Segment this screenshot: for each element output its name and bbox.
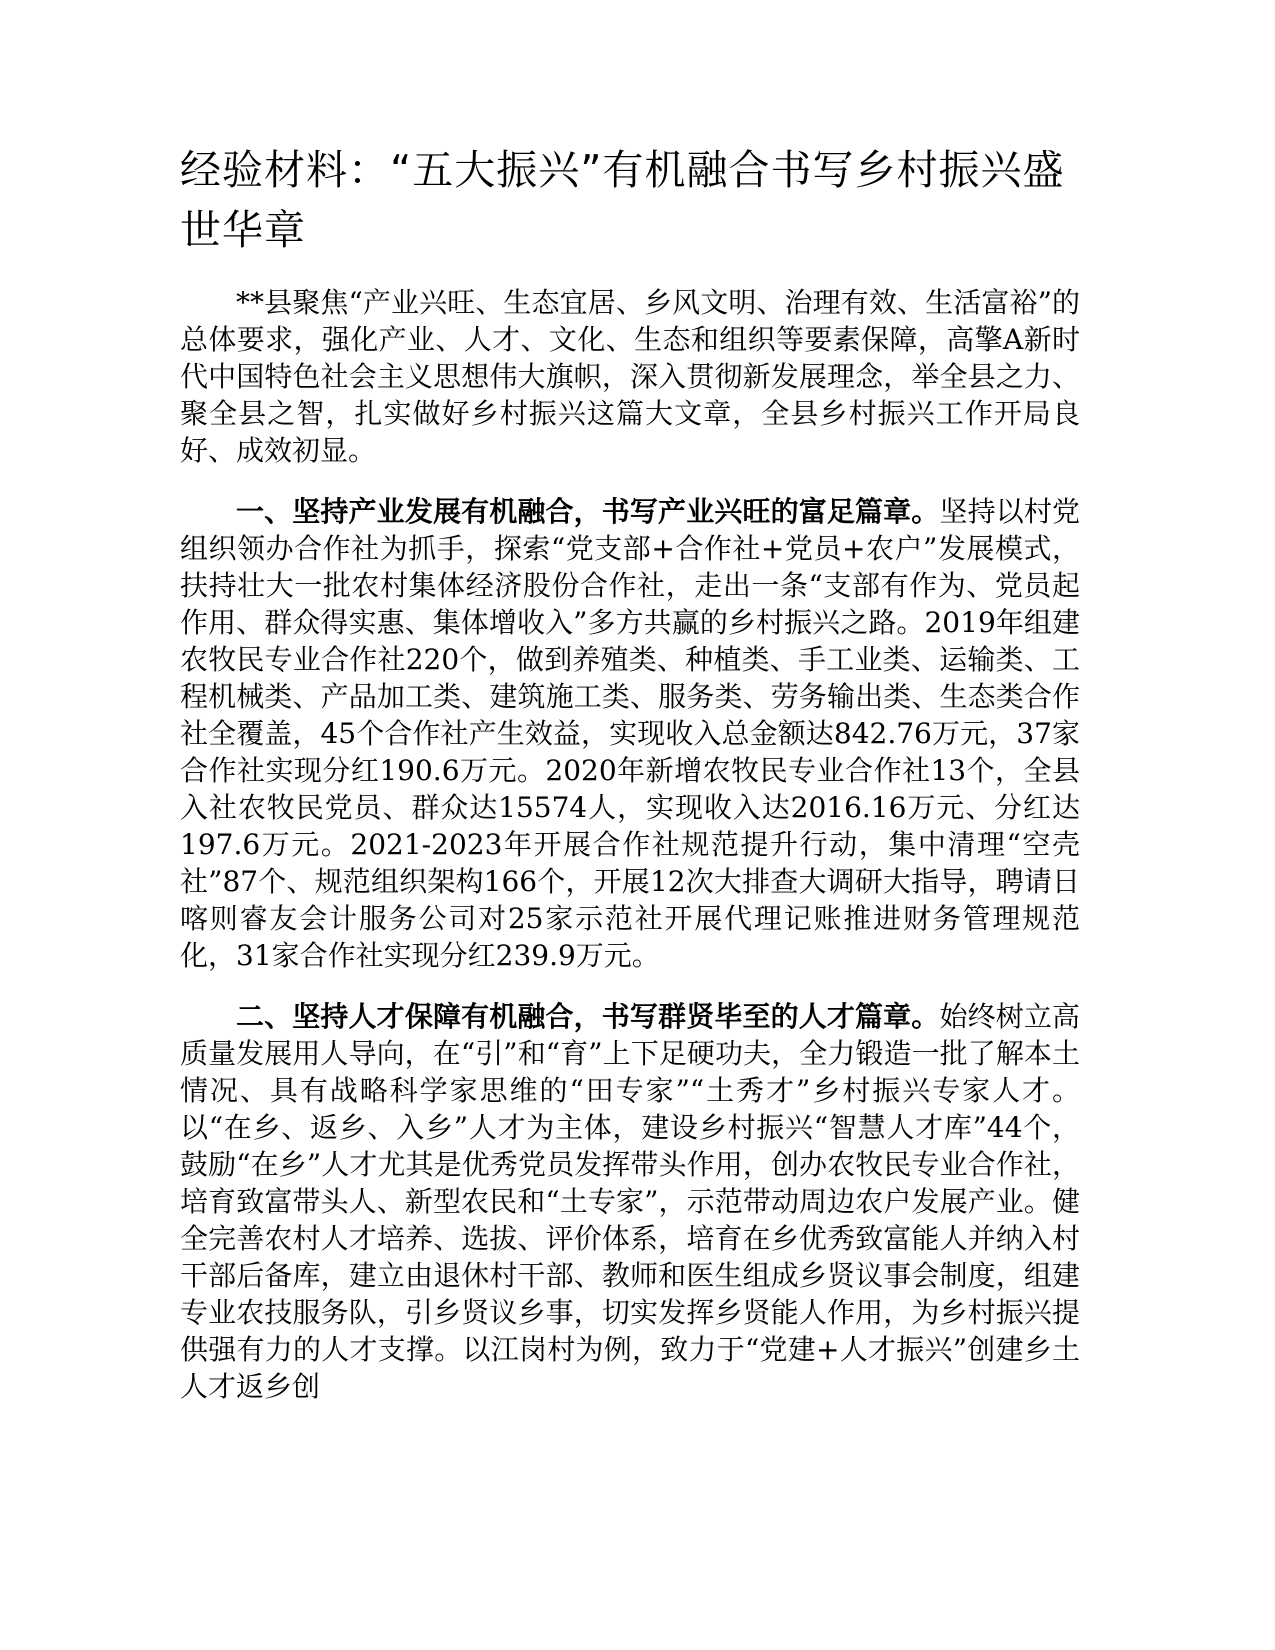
- section-paragraph-2: [180, 998, 1080, 1405]
- section-heading-2: 二、坚持人才保障有机融合，书写群贤毕至的人才篇章。: [236, 1000, 940, 1033]
- document-page: [180, 140, 1080, 1405]
- section-body-2: 始终树立高质量发展用人导向，在“引”和“育”上下足硬功夫，全力锻造一批了解本土情况、具有战略科学家思维的“田专家”“土秀才”乡村振兴专家人才。以“在乡、返乡、入乡”人才为主体，建设乡村振兴“智慧人才库”44个，鼓励“在乡”人才尤其是优秀党员发挥带头作用，创办农牧民专业合作社，培育致富带头人、新型农民和“土专家”，示范带动周边农户发展产业。健全完善农村人才培养、选拔、评价体系，培育在乡优秀致富能人并纳入村干部后备库，建立由退休村干部、教师和医生组成乡贤议事会制度，组建专业农技服务队，引乡贤议乡事，切实发挥乡贤能人作用，为乡村振兴提供强有力的人才支撑。以江岗村为例，致力于“党建+人才振兴”创建乡土人才返乡创: [180, 1000, 1080, 1403]
- section-paragraph-1: [180, 493, 1080, 974]
- section-heading-1: 一、坚持产业发展有机融合，书写产业兴旺的富足篇章。: [236, 495, 940, 528]
- intro-paragraph: **县聚焦“产业兴旺、生态宜居、乡风文明、治理有效、生活富裕”的总体要求，强化产业、人才、文化、生态和组织等要素保障，高擎A新时代中国特色社会主义思想伟大旗帜，深入贯彻新发展理念，举全县之力、聚全县之智，扎实做好乡村振兴这篇大文章，全县乡村振兴工作开局良好、成效初显。: [180, 286, 1080, 467]
- section-body-1: 坚持以村党组织领办合作社为抓手，探索“党支部+合作社+党员+农户”发展模式，扶持壮大一批农村集体经济股份合作社，走出一条“支部有作为、党员起作用、群众得实惠、集体增收入”多方共赢的乡村振兴之路。2019年组建农牧民专业合作社220个，做到养殖类、种植类、手工业类、运输类、工程机械类、产品加工类、建筑施工类、服务类、劳务输出类、生态类合作社全覆盖，45个合作社产生效益，实现收入总金额达842.76万元，37家合作社实现分红190.6万元。2020年新增农牧民专业合作社13个，全县入社农牧民党员、群众达15574人，实现收入达2016.16万元、分红达197.6万元。2021-2023年开展合作社规范提升行动，集中清理“空壳社”87个、规范组织架构166个，开展12次大排查大调研大指导，聘请日喀则睿友会计服务公司对25家示范社开展代理记账推进财务管理规范化，31家合作社实现分红239.9万元。: [180, 495, 1080, 972]
- document-title: 经验材料：“五大振兴”有机融合书写乡村振兴盛世华章: [180, 146, 1065, 254]
